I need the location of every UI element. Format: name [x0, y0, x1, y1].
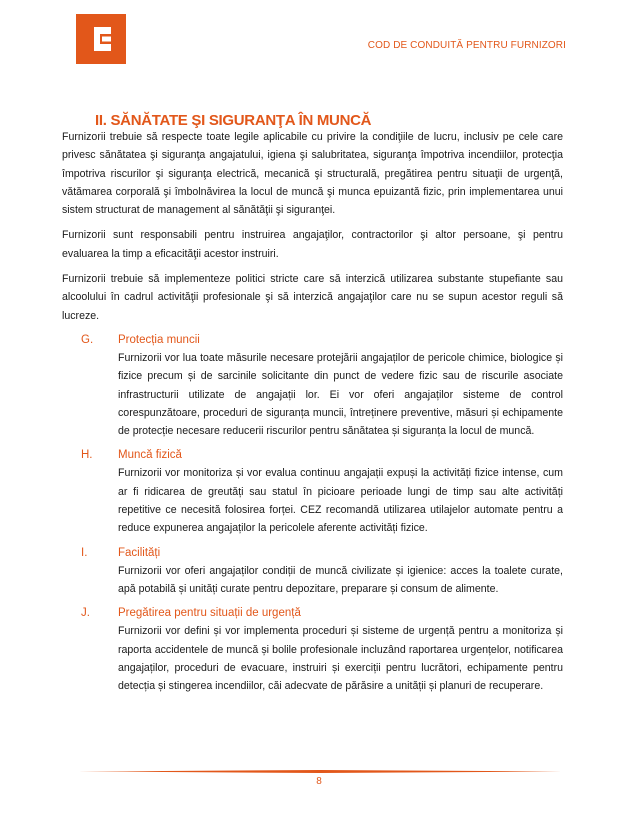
subsection-letter: J.	[81, 607, 90, 620]
paragraph: Furnizorii sunt responsabili pentru instruirea angajaţilor, contractorilor şi altor persoane, şi pentru evaluarea la timp a eficacităţii acestor instruiri.	[62, 229, 563, 260]
subsection-letter: G.	[81, 333, 94, 346]
section-title: II. SĂNĂTATE ŞI SIGURANŢA ÎN MUNCĂ	[95, 112, 372, 129]
subsection-body: Furnizorii vor lua toate măsurile necesare protejării angajaților de pericole chimice, biologice și fizice precum și de sarcinile solicitante din punct de vedere fizic sau de riscurile asociate infrastructurii utilizate de angajații lor. Ei vor oferi angajaților sisteme de control corespunzătoare, proceduri de siguranța muncii, întreținere preventive, măsuri și echipamente de protecție necesare reducerii riscurilor pentru sănătatea și siguranța la locul de muncă.	[118, 351, 563, 438]
subsection-title: Protecția muncii	[118, 333, 200, 346]
section-content	[62, 128, 563, 702]
subsection-title: Pregătirea pentru situații de urgență	[118, 607, 301, 620]
subsection-body: Furnizorii vor monitoriza și vor evalua continuu angajații expuși la activități fizice intense, cum ar fi ridicarea de greutăți sau statul în picioare perioade lungi de timp sau alte activități repetitive ce necesită folosirea forței. CEZ recomandă utilizarea utilajelor automate pentru a reduce expunerea angajaților la pericolele aferente activități fizice.	[118, 467, 563, 535]
cez-logo-icon	[76, 14, 126, 64]
subsection-i	[62, 545, 563, 599]
document-header-title: COD DE CONDUITĂ PENTRU FURNIZORI	[367, 40, 566, 51]
footer-divider	[78, 770, 562, 773]
subsection-g	[62, 332, 563, 440]
subsection-body: Furnizorii vor defini și vor implementa proceduri și sisteme de urgență pentru a monitoriza și raporta accidentele de muncă și bolile profesionale incluzând raportarea urgențelor, notificarea angajaților, proceduri de evacuare, instruiri și exerciții pentru lucrători, echipamente pentru detecția și stingerea incendiilor, căi adecvate de părăsire a unității și planuri de recuperare.	[118, 625, 563, 693]
subsection-body: Furnizorii vor oferi angajaților condiții de muncă civilizate și igienice: acces la toalete curate, apă potabilă și unități curate pentru depozitare, preparare și consum de alimente.	[118, 564, 563, 595]
paragraph: Furnizorii trebuie să respecte toate legile aplicabile cu privire la condiţiile de lucru, inclusiv pe cele care privesc sănătatea şi siguranţa angajatului, igiena şi salubritatea, siguranţa împotriva incendiilor, protecţia împotriva riscurilor şi siguranţa electrică, mecanică şi structurală, pregătirea pentru situaţii de urgenţă, vătămarea corporală şi îmbolnăvirea la locul de muncă şi munca epuizantă fizic, prin implementarea unui sistem structurat de management al sănătăţii şi siguranţei.	[62, 131, 563, 217]
subsection-j	[62, 605, 563, 695]
subsection-letter: I.	[81, 546, 88, 559]
subsection-letter: H.	[81, 449, 93, 462]
subsection-title: Muncă fizică	[118, 449, 182, 462]
subsection-h	[62, 447, 563, 537]
page-number: 8	[316, 776, 322, 787]
paragraph: Furnizorii trebuie să implementeze politici stricte care să interzică utilizarea substante stupefiante sau alcoolului în cadrul activităţii profesionale şi să interzică angajaţilor care nu se supun acestor reguli să lucreze.	[62, 273, 563, 322]
subsection-title: Facilități	[118, 546, 161, 559]
